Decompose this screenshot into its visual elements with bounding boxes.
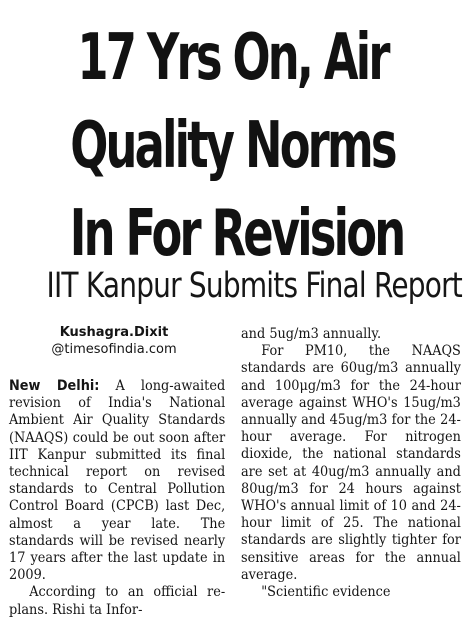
- article-column-left: [9, 378, 225, 619]
- byline-handle: @timesofindia.com: [51, 342, 177, 357]
- article-paragraph-3: For PM10, the NAAQS standards are 60ug/m3 annually and 100μg/m3 for the 24-hour average against WHO's 15ug/m3 annually and 45ug/m3 for the 24-hour average. For nitrogen dioxide, the national standards are set at 40ug/m3 annually and 80ug/m3 for 24 hours against WHO's annual limit of 10 and 24-hour limit of 25. The national standards are slightly tighter for sensitive areas for the annual average.: [241, 343, 461, 583]
- headline-line-1: 17 Yrs On, Air: [77, 21, 388, 95]
- article-paragraph-4: "Scientific evidence: [261, 584, 391, 601]
- byline-author: Kushagra.Dixit: [59, 325, 169, 340]
- article-paragraph-1: [9, 378, 225, 584]
- article-column-right: [241, 326, 461, 601]
- paragraph-1-text: A long-awaited revision of India's National Ambient Air Quality Standards (NAAQS) could be out soon after IIT Kanpur submitted its final technical report on revised standards to Central Pollution Control Board (CPCB) last Dec, almost a year late. The standards will be revised nearly 17 years after the last update in 2009.: [9, 378, 226, 584]
- headline-line-2: Quality Norms: [70, 109, 395, 183]
- byline: [0, 324, 228, 358]
- headline-line-3: In For Revision: [69, 197, 404, 271]
- headline: [69, 14, 404, 278]
- subheadline: IIT Kanpur Submits Final Report: [46, 266, 462, 306]
- dateline: New Delhi:: [9, 378, 100, 394]
- continued-text: and 5ug/m3 annually.: [241, 326, 382, 342]
- article-paragraph-2: According to an official re- plans. Rishi ta Infor-: [9, 584, 226, 618]
